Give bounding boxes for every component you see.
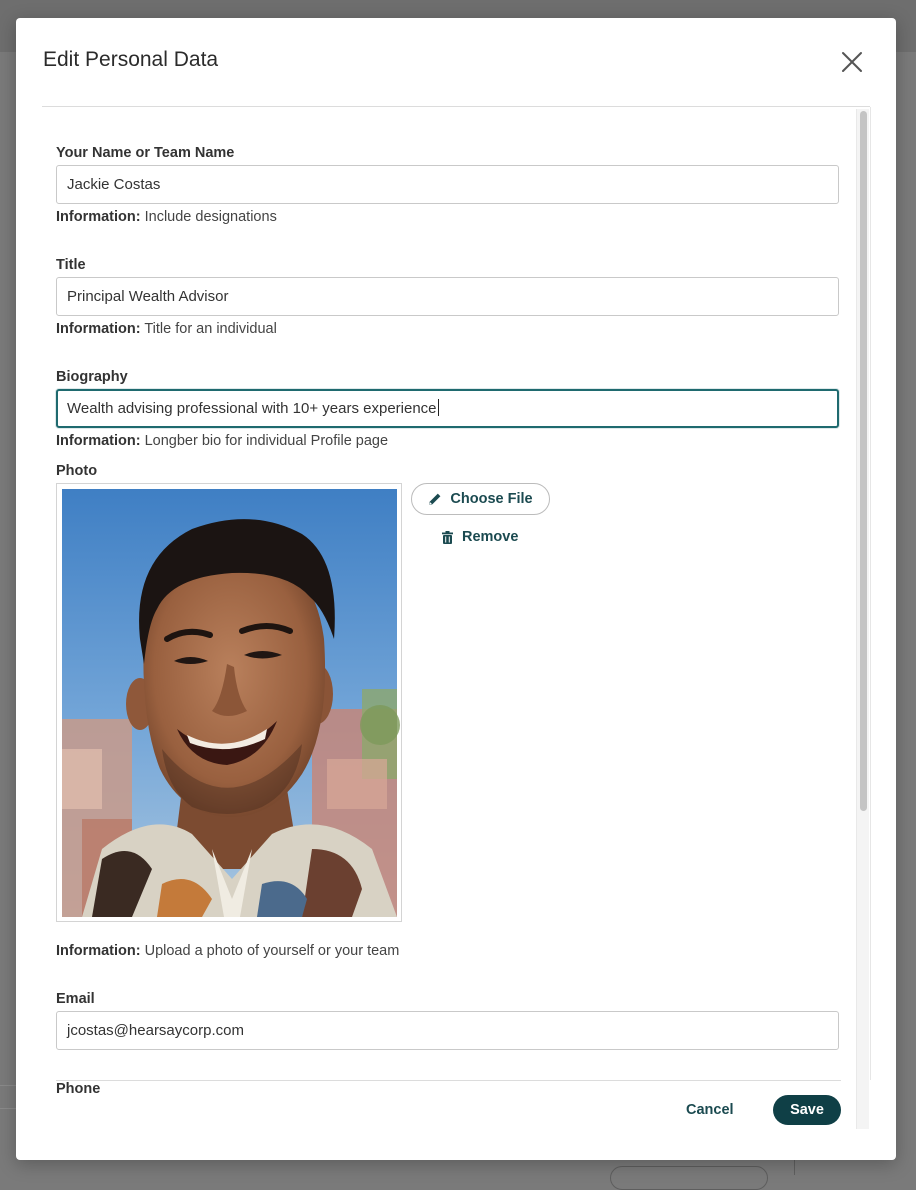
title-input[interactable]: Principal Wealth Advisor xyxy=(56,277,839,316)
remove-label: Remove xyxy=(462,529,519,545)
close-button[interactable] xyxy=(838,48,866,76)
dialog-body xyxy=(42,107,871,1097)
footer-divider xyxy=(56,1080,841,1081)
info-text: Upload a photo of yourself or your team xyxy=(140,943,400,959)
info-text: Longber bio for individual Profile page xyxy=(140,433,389,449)
photo-label: Photo xyxy=(56,463,98,479)
profile-photo xyxy=(62,489,397,917)
edit-personal-data-dialog xyxy=(16,18,896,1160)
biography-value: Wealth advising professional with 10+ years experience xyxy=(67,400,437,417)
biography-input[interactable] xyxy=(56,389,839,428)
backdrop-button xyxy=(610,1166,768,1190)
info-prefix: Information: xyxy=(56,321,141,337)
choose-file-label: Choose File xyxy=(450,491,533,507)
name-info xyxy=(56,209,277,225)
name-input[interactable]: Jackie Costas xyxy=(56,165,839,204)
text-caret xyxy=(438,399,439,416)
info-text: Title for an individual xyxy=(140,321,277,337)
scrollbar-thumb[interactable] xyxy=(860,111,867,811)
biography-label: Biography xyxy=(56,369,128,385)
choose-file-button[interactable] xyxy=(411,483,550,515)
email-input[interactable]: jcostas@hearsaycorp.com xyxy=(56,1011,839,1050)
close-icon xyxy=(841,51,863,73)
remove-photo-button[interactable] xyxy=(442,525,518,549)
cancel-button[interactable]: Cancel xyxy=(686,1102,734,1118)
photo-info xyxy=(56,943,399,959)
biography-info xyxy=(56,433,388,449)
pencil-icon xyxy=(428,492,442,506)
info-prefix: Information: xyxy=(56,209,141,225)
dialog-title: Edit Personal Data xyxy=(43,48,219,71)
save-button[interactable]: Save xyxy=(773,1095,841,1125)
info-prefix: Information: xyxy=(56,433,141,449)
photo-preview xyxy=(56,483,402,922)
name-label: Your Name or Team Name xyxy=(56,145,235,161)
title-label: Title xyxy=(56,257,86,273)
trash-icon xyxy=(442,531,453,544)
info-text: Include designations xyxy=(140,209,277,225)
backdrop-divider xyxy=(794,1160,795,1175)
scrollbar[interactable] xyxy=(856,109,869,1129)
title-info xyxy=(56,321,277,337)
phone-label: Phone xyxy=(56,1081,101,1097)
email-label: Email xyxy=(56,991,95,1007)
info-prefix: Information: xyxy=(56,943,141,959)
